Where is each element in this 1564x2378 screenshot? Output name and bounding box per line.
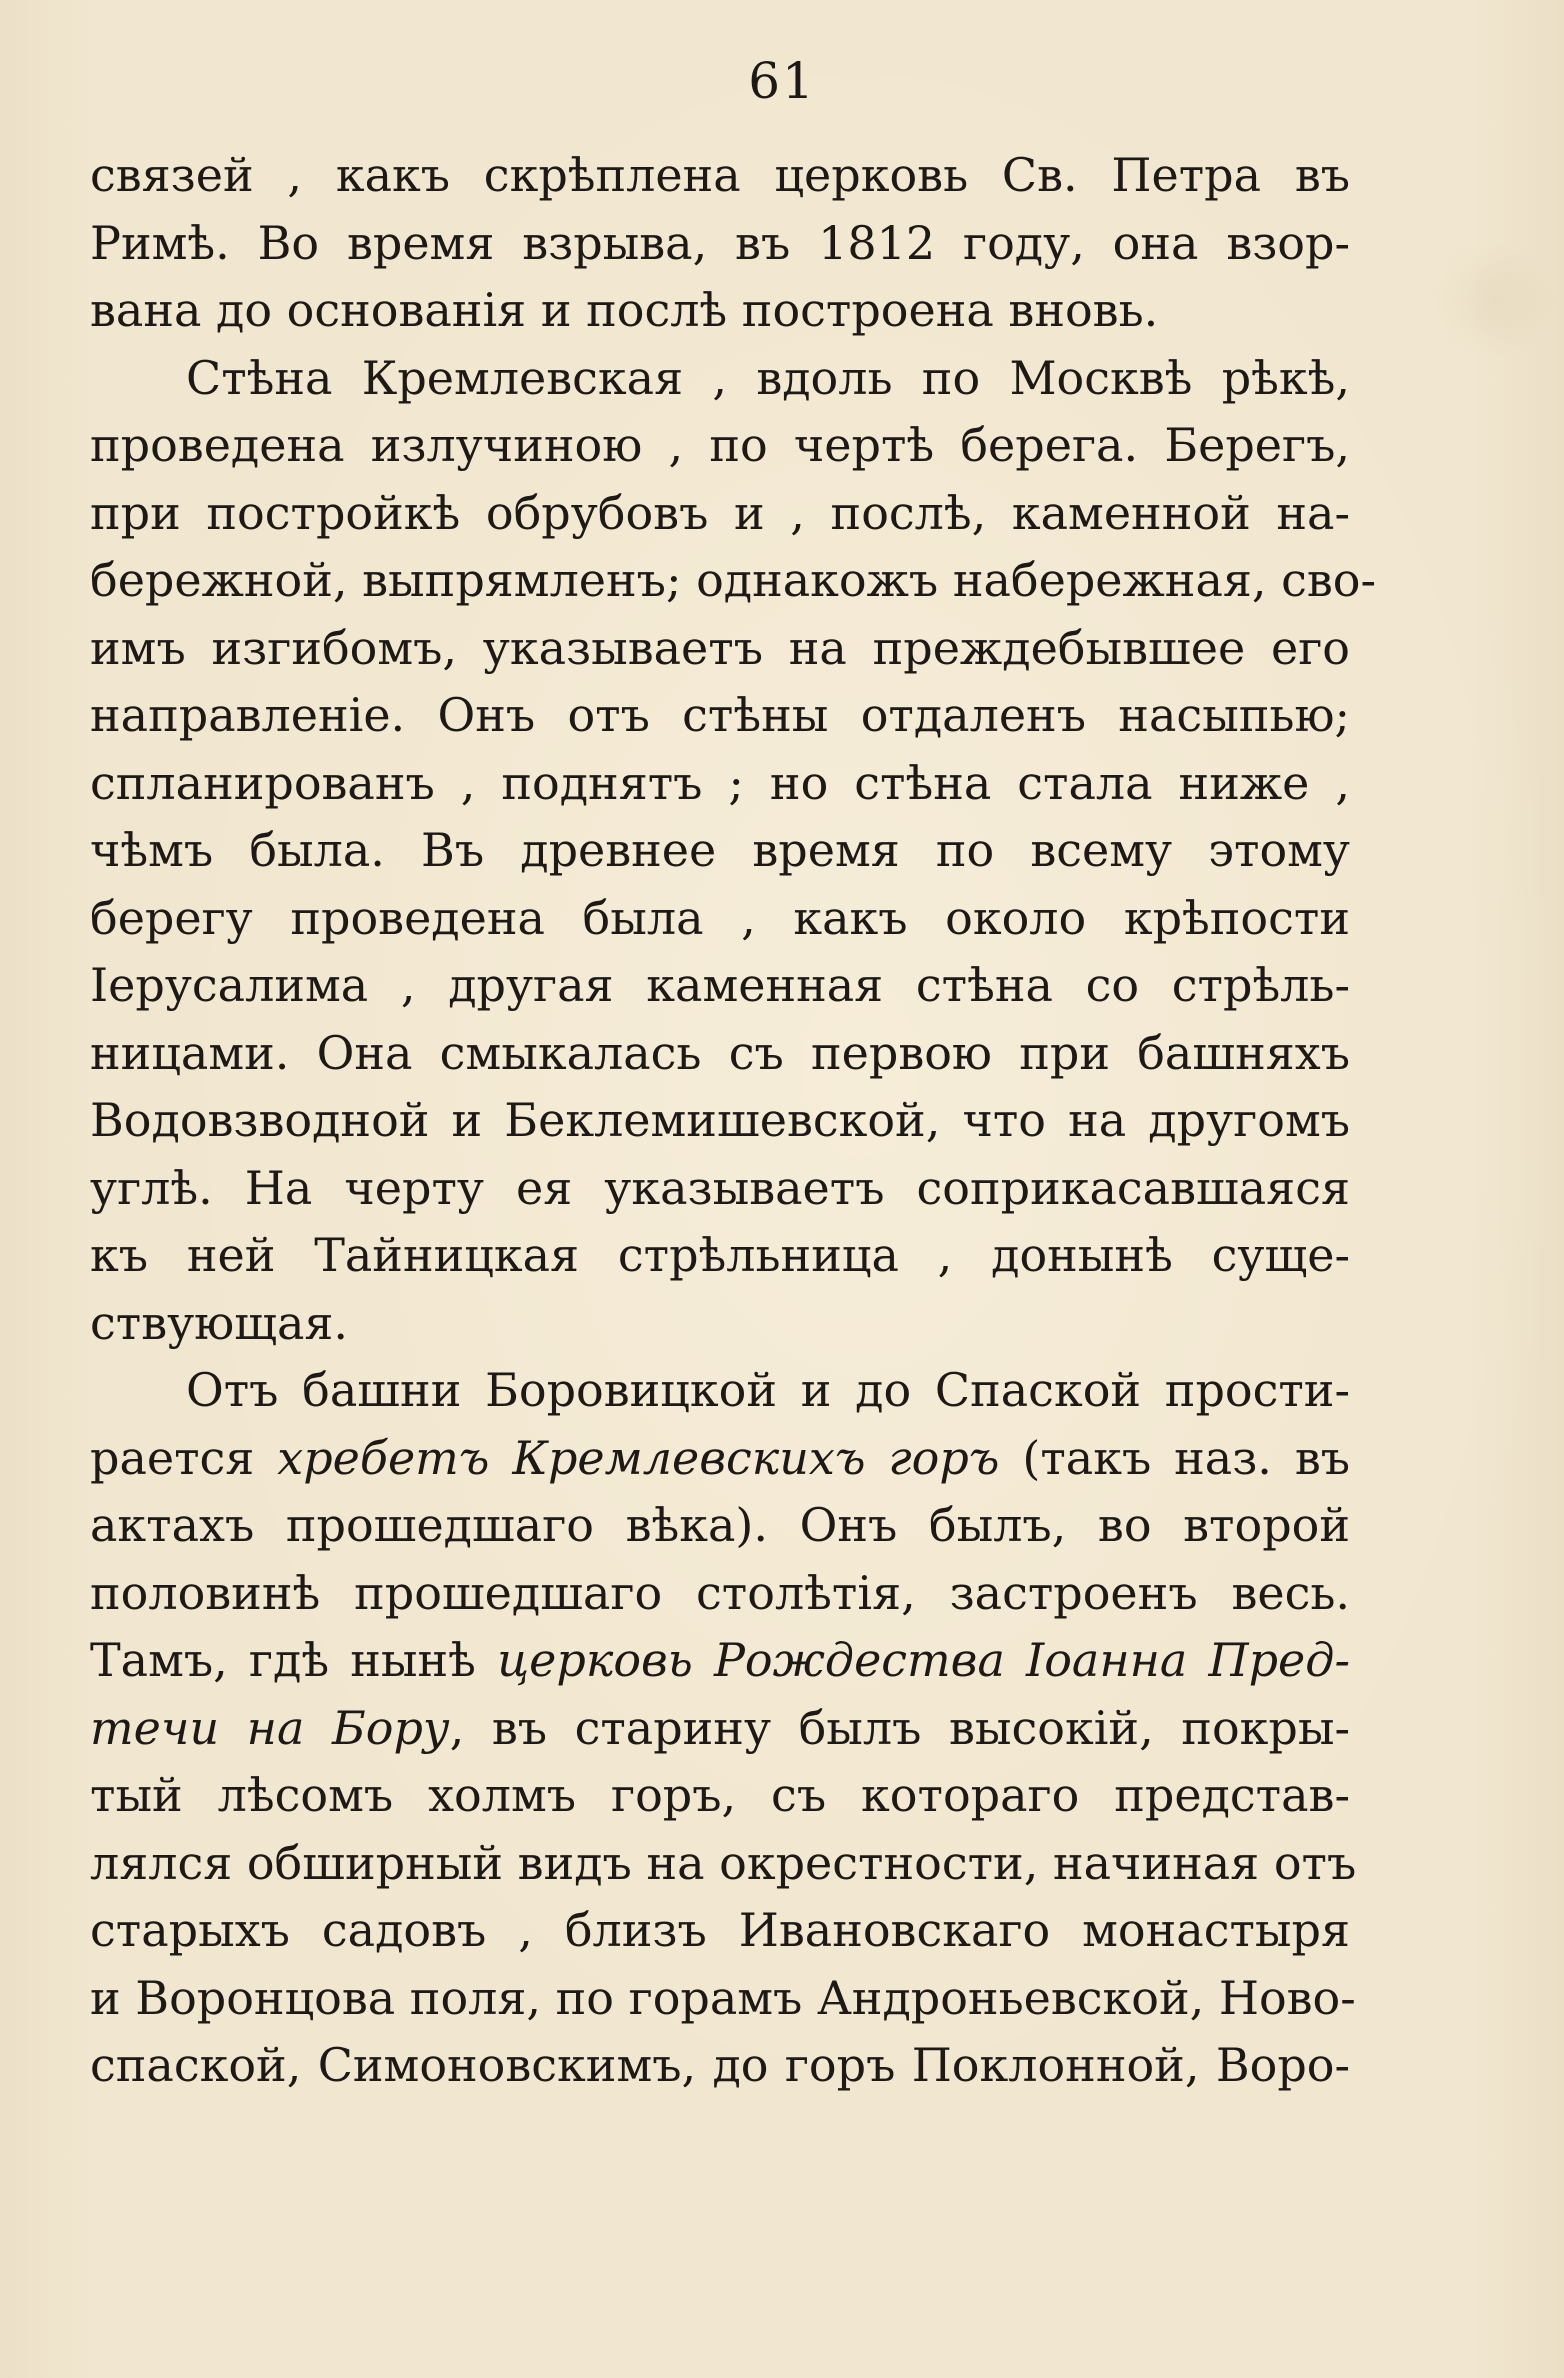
text-line: Стѣна Кремлевская , вдоль по Москвѣ рѣкѣ, [186, 350, 1350, 405]
text-line: тый лѣсомъ холмъ горъ, съ котораго представ- [90, 1768, 1350, 1822]
text-run: рается [90, 1430, 278, 1485]
text-line [90, 1425, 1350, 1493]
text-line: старыхъ садовъ , близъ Ивановскаго монастыря [90, 1903, 1350, 1957]
text-line: направленіе. Онъ отъ стѣны отдаленъ насыпью; [90, 688, 1350, 742]
text-line: проведена излучиною , по чертѣ берега. Берегъ, [90, 418, 1350, 472]
text-line [90, 1695, 1350, 1763]
paper-stain [1434, 240, 1554, 360]
text-line: спаской, Симоновскимъ, до горъ Поклонной, Воро- [90, 2038, 1350, 2092]
text-line: лялся обширный видъ на окрестности, начиная отъ [90, 1835, 1357, 1890]
text-line: Римѣ. Во время взрыва, въ 1812 году, она взор- [90, 215, 1350, 270]
paragraph-1 [90, 142, 1350, 345]
text-line: къ ней Тайницкая стрѣльница , донынѣ суще- [90, 1228, 1350, 1282]
italic-phrase: хребетъ Кремлевскихъ горъ [277, 1430, 1000, 1485]
text-line [90, 1627, 1350, 1695]
paragraph-3 [90, 1357, 1357, 2100]
page-number: 61 [748, 52, 816, 110]
text-line: Отъ башни Боровицкой и до Спаской прости- [186, 1363, 1350, 1417]
text-line: связей , какъ скрѣплена церковь Св. Петра въ [90, 148, 1350, 202]
text-line: бережной, выпрямленъ; однакожъ набережная, сво- [90, 553, 1377, 607]
text-line: вана до основанія и послѣ построена вновь. [90, 283, 1159, 337]
text-line: имъ изгибомъ, указываетъ на преждебывшее его [90, 620, 1350, 675]
body-text [90, 142, 1377, 2100]
text-line: Іерусалима , другая каменная стѣна со стрѣль- [90, 958, 1350, 1012]
text-line: ствующая. [90, 1295, 349, 1350]
italic-phrase: течи на Бору [90, 1700, 450, 1755]
italic-phrase: церковь Рождества Іоанна Пред- [497, 1633, 1350, 1687]
text-run: , въ старину былъ высокій, покры- [449, 1700, 1350, 1755]
text-line: ницами. Она смыкалась съ первою при башняхъ [90, 1025, 1350, 1080]
text-run: Тамъ, гдѣ нынѣ [90, 1633, 498, 1687]
text-line: и Воронцова поля, по горамъ Андроньевской, Ново- [90, 1970, 1356, 2025]
text-line: углѣ. На черту ея указываетъ соприкасавшаяся [90, 1160, 1350, 1215]
paragraph-2 [90, 345, 1377, 1358]
text-run: (такъ наз. въ [999, 1430, 1350, 1485]
text-line: половинѣ прошедшаго столѣтія, застроенъ весь. [90, 1565, 1350, 1620]
text-line: чѣмъ была. Въ древнее время по всему этому [90, 823, 1350, 877]
text-line: спланированъ , поднятъ ; но стѣна стала ниже , [90, 755, 1350, 810]
text-line: берегу проведена была , какъ около крѣпости [90, 890, 1350, 945]
text-line: Водовзводной и Беклемишевской, что на другомъ [90, 1093, 1350, 1147]
text-line: актахъ прошедшаго вѣка). Онъ былъ, во второй [90, 1498, 1350, 1552]
text-line: при постройкѣ обрубовъ и , послѣ, каменной на- [90, 485, 1350, 540]
